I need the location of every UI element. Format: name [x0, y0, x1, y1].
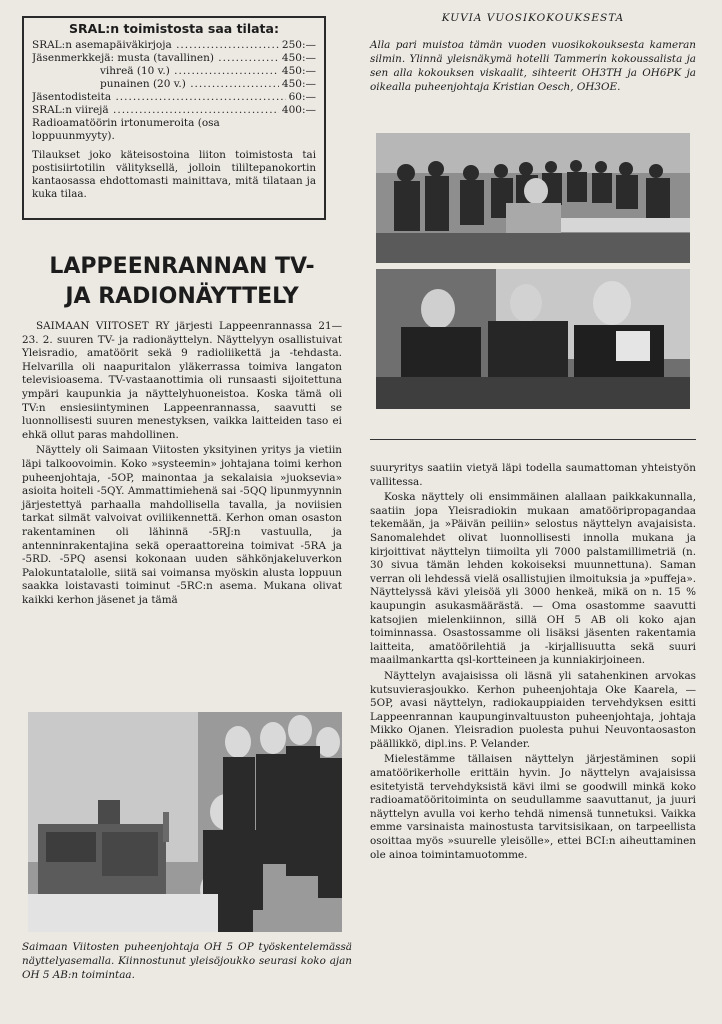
- price-label: punainen (20 v.) .....: [100, 78, 279, 91]
- article-right-column: [370, 462, 696, 864]
- price-list-title: SRAL:n toimistosta saa tilata:: [69, 21, 279, 36]
- exhibition-station-photo: [28, 712, 342, 932]
- article-paragraph: Näyttelyn avajaisissa oli läsnä yli satahenkinen arvokas kutsuvierasjoukko. Kerhon puheenjohtaja Oke Kaarela, — 5OP, avasi näyttelyn, radiokauppiaiden tervehdyksen esitti Lappeenrannan kaupunginvaltuuston puheenjohtaja, johtaja Mikko Ojanen. Yleisradion puolesta puhui Neuvontaosaston päällikkö, dipl.ins. P. Velander.: [370, 669, 696, 750]
- price-label: vihreä (10 v.) .....: [100, 65, 279, 78]
- article-headline: [22, 252, 342, 312]
- price-row: [32, 104, 316, 117]
- headline-line: LAPPEENRANNAN TV-: [49, 254, 315, 279]
- price-row: [32, 39, 316, 52]
- article-paragraph: Koska näyttely oli ensimmäinen alallaan paikkakunnalla, saatiin jopa Yleisradiokin mukaan amatööripropagandaa tekemään, ja »Päivän peiliin» selostus näyttelyn avajaisista. Sanomalehdet olivat luonnollisesti innolla mukana ja kirjoittivat näyttelyn tiimoilta yli 7000 palstamillimetriä (n. 30 sivua tämän lehden kokoiseksi muunnettuna). Saman verran oli lehdessä vielä osallistujien ilmoituksia ja »puffeja». Näyttelyssä kävi yleisöä yli 3000 henkeä, mikä on n. 15 % kaupungin asukasmäärästä. — Oma osastomme saavutti katsojien mielenkiinnon, sillä OH 5 AB oli koko ajan toiminnassa. Osastossamme oli lisäksi jäsenten rakentamia laitteita, amatöörilehtiä ja -kirjallisuutta sekä suuri maailmankartta qsl-kortteineen ja kunniakirjoineen.: [370, 491, 696, 667]
- section-intro: Alla pari muistoa tämän vuoden vuosikokouksesta kameran silmin. Ylinnä yleisnäkymä hotelli Tammerin kokoussalista ja sen alla kokouksen viskaalit, sihteerit OH3TH ja OH6PK ja oikealla puheenjohtaja Kristian Oesch, OH3OE.: [370, 39, 696, 93]
- price-amount: 60:—: [288, 91, 316, 103]
- order-instructions: Tilaukset joko käteisostoina liiton toimistosta tai postisiirtotilin välityksellä, jolloin tililtepanokortin kantaosassa ehdottomasti mainittava, mitä tilataan ja kuka tilaa.: [32, 149, 316, 200]
- price-note: Radioamatöörin irtonumeroita (osa loppuunmyyty).: [32, 117, 220, 142]
- chairmen-table-photo: [376, 269, 690, 409]
- article-paragraph: Mielestämme tällaisen näyttelyn järjestäminen sopii amatöörikerholle erittäin hyvin. Jo näyttelyn avajaisissa esitetyistä tervehdyksistä kävi ilmi se goodwill minkä koko radioamatööritoiminta on seudullamme saavuttanut, ja juuri näyttelyn avulla voi kerho tehdä nimensä tunnetuksi. Vaikka emme varsinaista mainostusta tarvitsisikaan, on tarpeellista osoittaa myös »suurelle yleisölle», ettei BCI:n aiheuttaminen ole ainoa toimintamuotomme.: [370, 753, 696, 861]
- section-divider: [370, 439, 696, 440]
- article-paragraph: SAIMAAN VIITOSET RY järjesti Lappeenrannassa 21—23. 2. suuren TV- ja radionäyttelyn. Näyttelyyn osallistuivat Yleisradio, amatöörit sekä 9 radioliikettä ja -tehdasta. Helvarilla oli naapuritalon yläkerrassa toimiva langaton televisioasema. TV-vastaanottimia oli runsaasti sijoitettuna ympäri kaupunkia ja näyttelyhuoneistoa. Koska tämä oli TV:n ensiesiintyminen Lappeenrannassa, saavutti se luonnollisesti suuren menestyksen, vaikka laitteiden taso ei ehkä ollut paras mahdollinen.: [22, 320, 342, 441]
- price-label: SRAL:n viirejä .....: [32, 104, 279, 117]
- photo-caption: Saimaan Viitosten puheenjohtaja OH 5 OP työskentelemässä näyttelyasemalla. Kiinnostunut yleisöjoukko seurasi koko ajan OH 5 AB:n toimintaa.: [22, 941, 352, 981]
- price-amount: 400:—: [281, 104, 316, 116]
- price-row: [32, 78, 316, 91]
- meeting-hall-photo: [376, 133, 690, 263]
- price-amount: 250:—: [281, 39, 316, 51]
- price-row: [32, 65, 316, 78]
- price-row: [32, 91, 316, 104]
- price-list-box: [22, 16, 326, 220]
- price-label: Jäsentodisteita .....: [32, 91, 286, 104]
- price-label: SRAL:n asemapäiväkirjoja .....: [32, 39, 279, 52]
- price-amount: 450:—: [281, 65, 316, 77]
- price-amount: 450:—: [281, 52, 316, 64]
- article-left-column: [22, 320, 342, 609]
- price-amount: 450:—: [281, 78, 316, 90]
- headline-line: JA RADIONÄYTTELY: [65, 284, 299, 309]
- article-paragraph: suuryritys saatiin vietyä läpi todella saumattoman yhteistyön vallitessa.: [370, 462, 696, 488]
- article-paragraph: Näyttely oli Saimaan Viitosten yksityinen yritys ja vietiin läpi talkoovoimin. Koko »systeemin» johtajana toimi kerhon puheenjohtaja, -5OP, mainontaa ja sekalaisia »juoksevia» asioita hoiteli -5QY. Ammattimiehenä sai -5QQ lipunmyynnin järjestettyä parhaalla mahdollisella tavalla, ja noviisien tarkat silmät valvoivat oviliikennettä. Kerhon oman osaston rakentaminen oli lähinnä -5RJ:n vastuulla, ja antenninrakentajina sekä operaattoreina toimivat -5RA ja -5RD. -5PQ asensi kokonaan uuden sähkönjakeluverkon Palokuntatalolle, siitä sai voimansa myöskin alusta loppuun saakka loistavasti toiminut -5RC:n asema. Mukana olivat kaikki kerhon jäsenet ja tämä: [22, 444, 342, 606]
- price-label: Jäsenmerkkejä: musta (tavallinen) .....: [32, 52, 279, 65]
- price-row: [32, 52, 316, 65]
- section-title: KUVIA VUOSIKOKOUKSESTA: [441, 12, 625, 24]
